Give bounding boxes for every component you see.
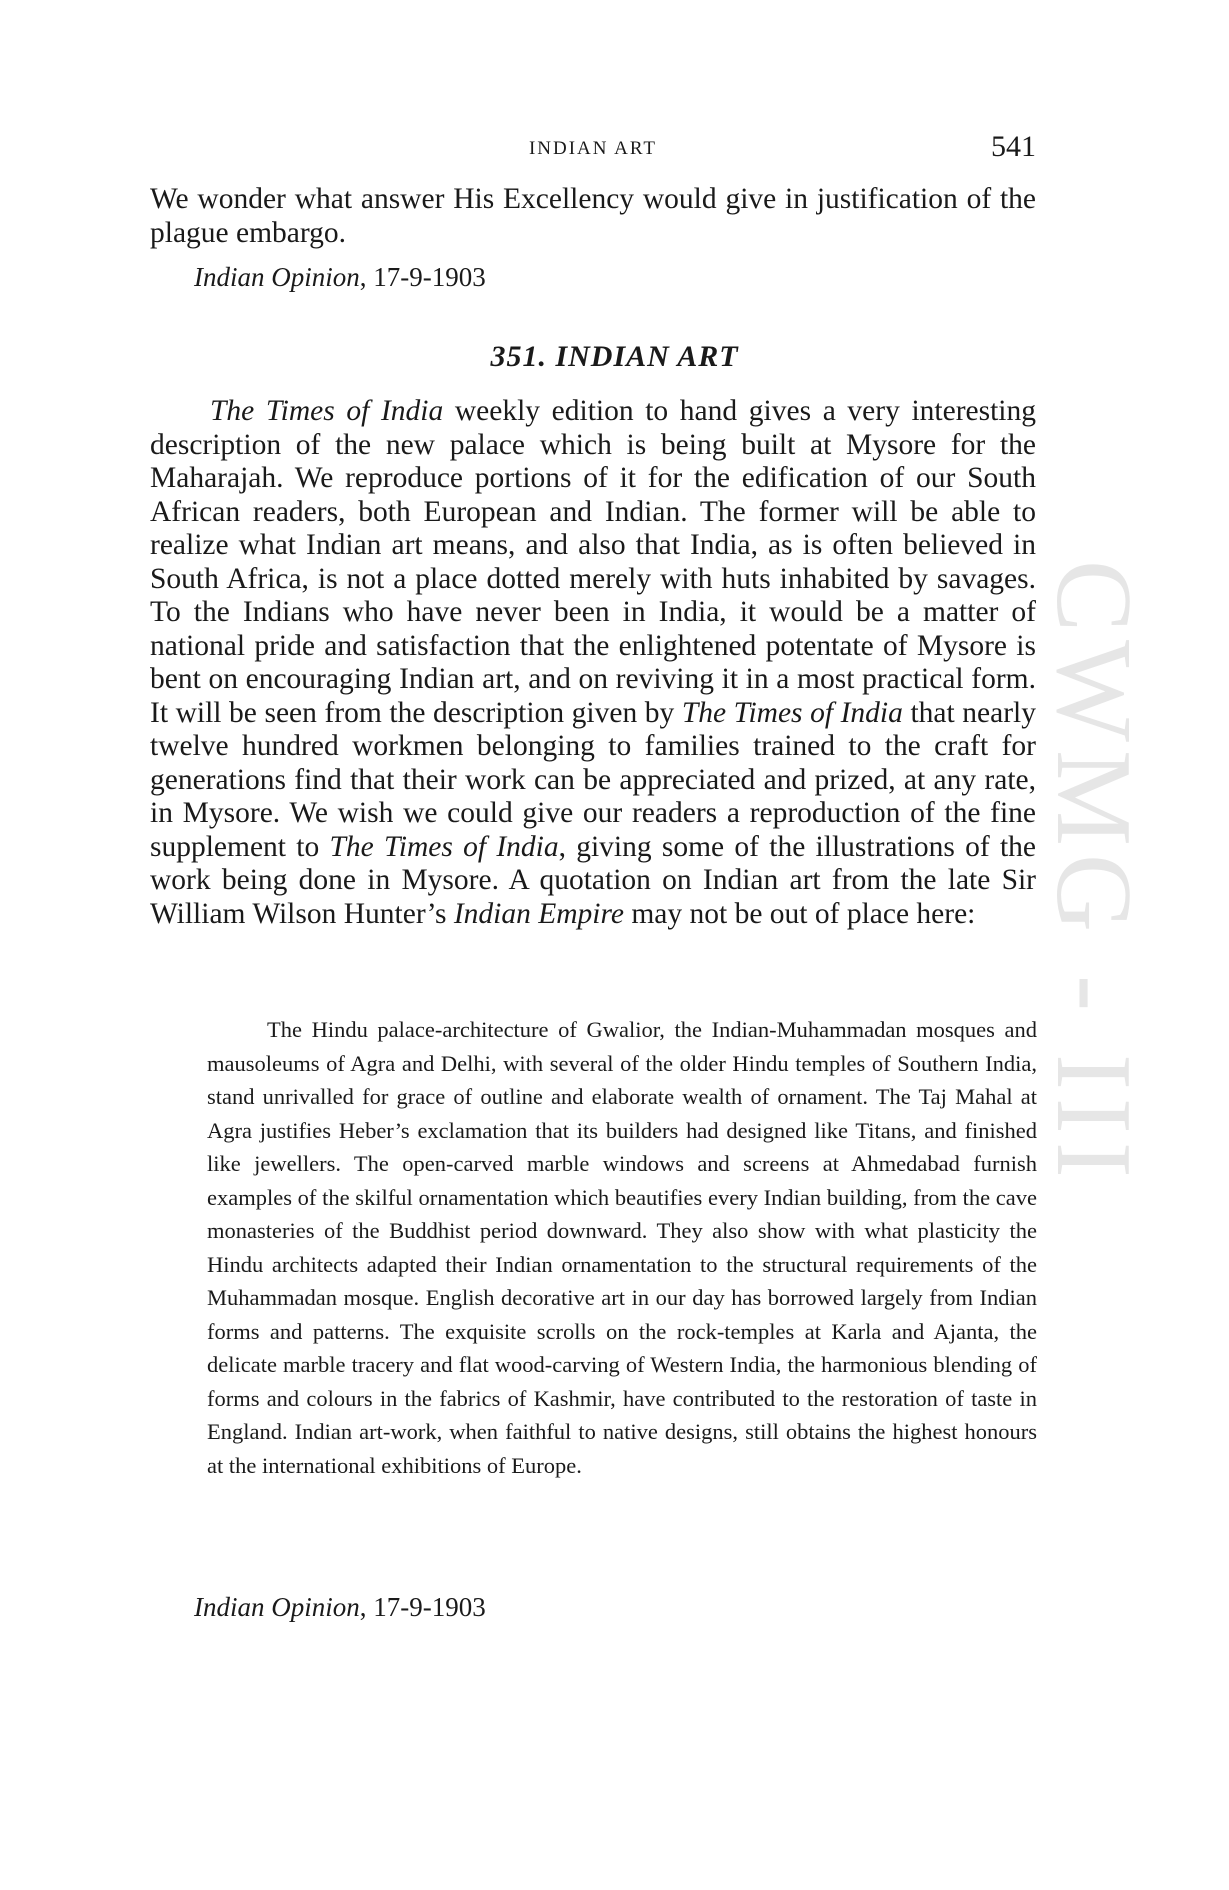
paragraph-text: weekly edition to hand gives a very interesting description of the new palace which is being built at Mysore for the Maharajah. We reproduce portions of it for the edification of our South African readers, both European and Indian. The former will be able to realize what Indian art means, and also that India, as is often believed in South Africa, is not a place dotted merely with huts inhabited by savages. To the Indians who have never been in India, it would be a matter of national pride and satisfaction that the enlightened potentate of Mysore is bent on encouraging Indian art, and on reviving it in a most practical form. It will be seen from the description given by	[150, 395, 1036, 729]
running-head	[150, 130, 1036, 164]
running-title: INDIAN ART	[528, 138, 658, 159]
publication-title: The Times of India	[210, 395, 444, 427]
intro-paragraph: We wonder what answer His Excellency would give in justification of the plague embargo.	[150, 183, 1036, 249]
publication-title: The Times of India	[681, 696, 903, 729]
block-quote: The Hindu palace-architecture of Gwalior, the Indian-Muhammadan mosques and mausoleums of Agra and Delhi, with several of the older Hindu temples of Southern India, stand unrivalled for grace of outline and elaborate wealth of ornament. The Taj Mahal at Agra justifies Heber’s exclamation that its builders had designed like Titans, and finished like jewellers. The open-carved marble windows and screens at Ahmedabad furnish examples of the skilful ornamentation which beautifies every Indian building, from the cave monasteries of the Buddhist period downward. They also show with what plasticity the Hindu architects adapted their Indian ornamentation to the structural requirements of the Muhammadan mosque. English decorative art in our day has borrowed largely from Indian forms and patterns. The exquisite scrolls on the rock-temples at Karla and Ajanta, the delicate marble tracery and flat wood-carving of Western India, the harmonious blending of forms and colours in the fabrics of Kashmir, have contributed to the restoration of taste in England. Indian art-work, when faithful to native designs, still obtains the highest honours at the international exhibitions of Europe.	[207, 1017, 1037, 1478]
watermark: CWMG - III	[1034, 560, 1153, 1186]
article-dateline	[194, 1592, 486, 1623]
intro-dateline	[194, 262, 486, 293]
dateline-source: Indian Opinion	[194, 262, 360, 292]
article-paragraph	[150, 395, 1036, 931]
page-number: 541	[991, 130, 1036, 163]
dateline-date: , 17-9-1903	[359, 1592, 486, 1622]
book-title: Indian Empire	[453, 897, 624, 930]
dateline-source: Indian Opinion	[194, 1592, 360, 1622]
paragraph-text: that nearly twelve hundred workmen belonging to families trained to the craft for generations find that their work can be appreciated and prized, at any rate, in Mysore. We wish we could give our readers a reproduction of the fine supplement to	[150, 696, 1036, 863]
publication-title: The Times of India	[329, 830, 559, 863]
paragraph-text: , giving some of the illustrations of the work being done in Mysore. A quotation on Indian art from the late Sir William Wilson Hunter’s	[150, 830, 1036, 930]
paragraph-text: may not be out of place here:	[623, 897, 976, 930]
article-title: 351. INDIAN ART	[490, 340, 739, 373]
dateline-date: , 17-9-1903	[359, 262, 486, 292]
